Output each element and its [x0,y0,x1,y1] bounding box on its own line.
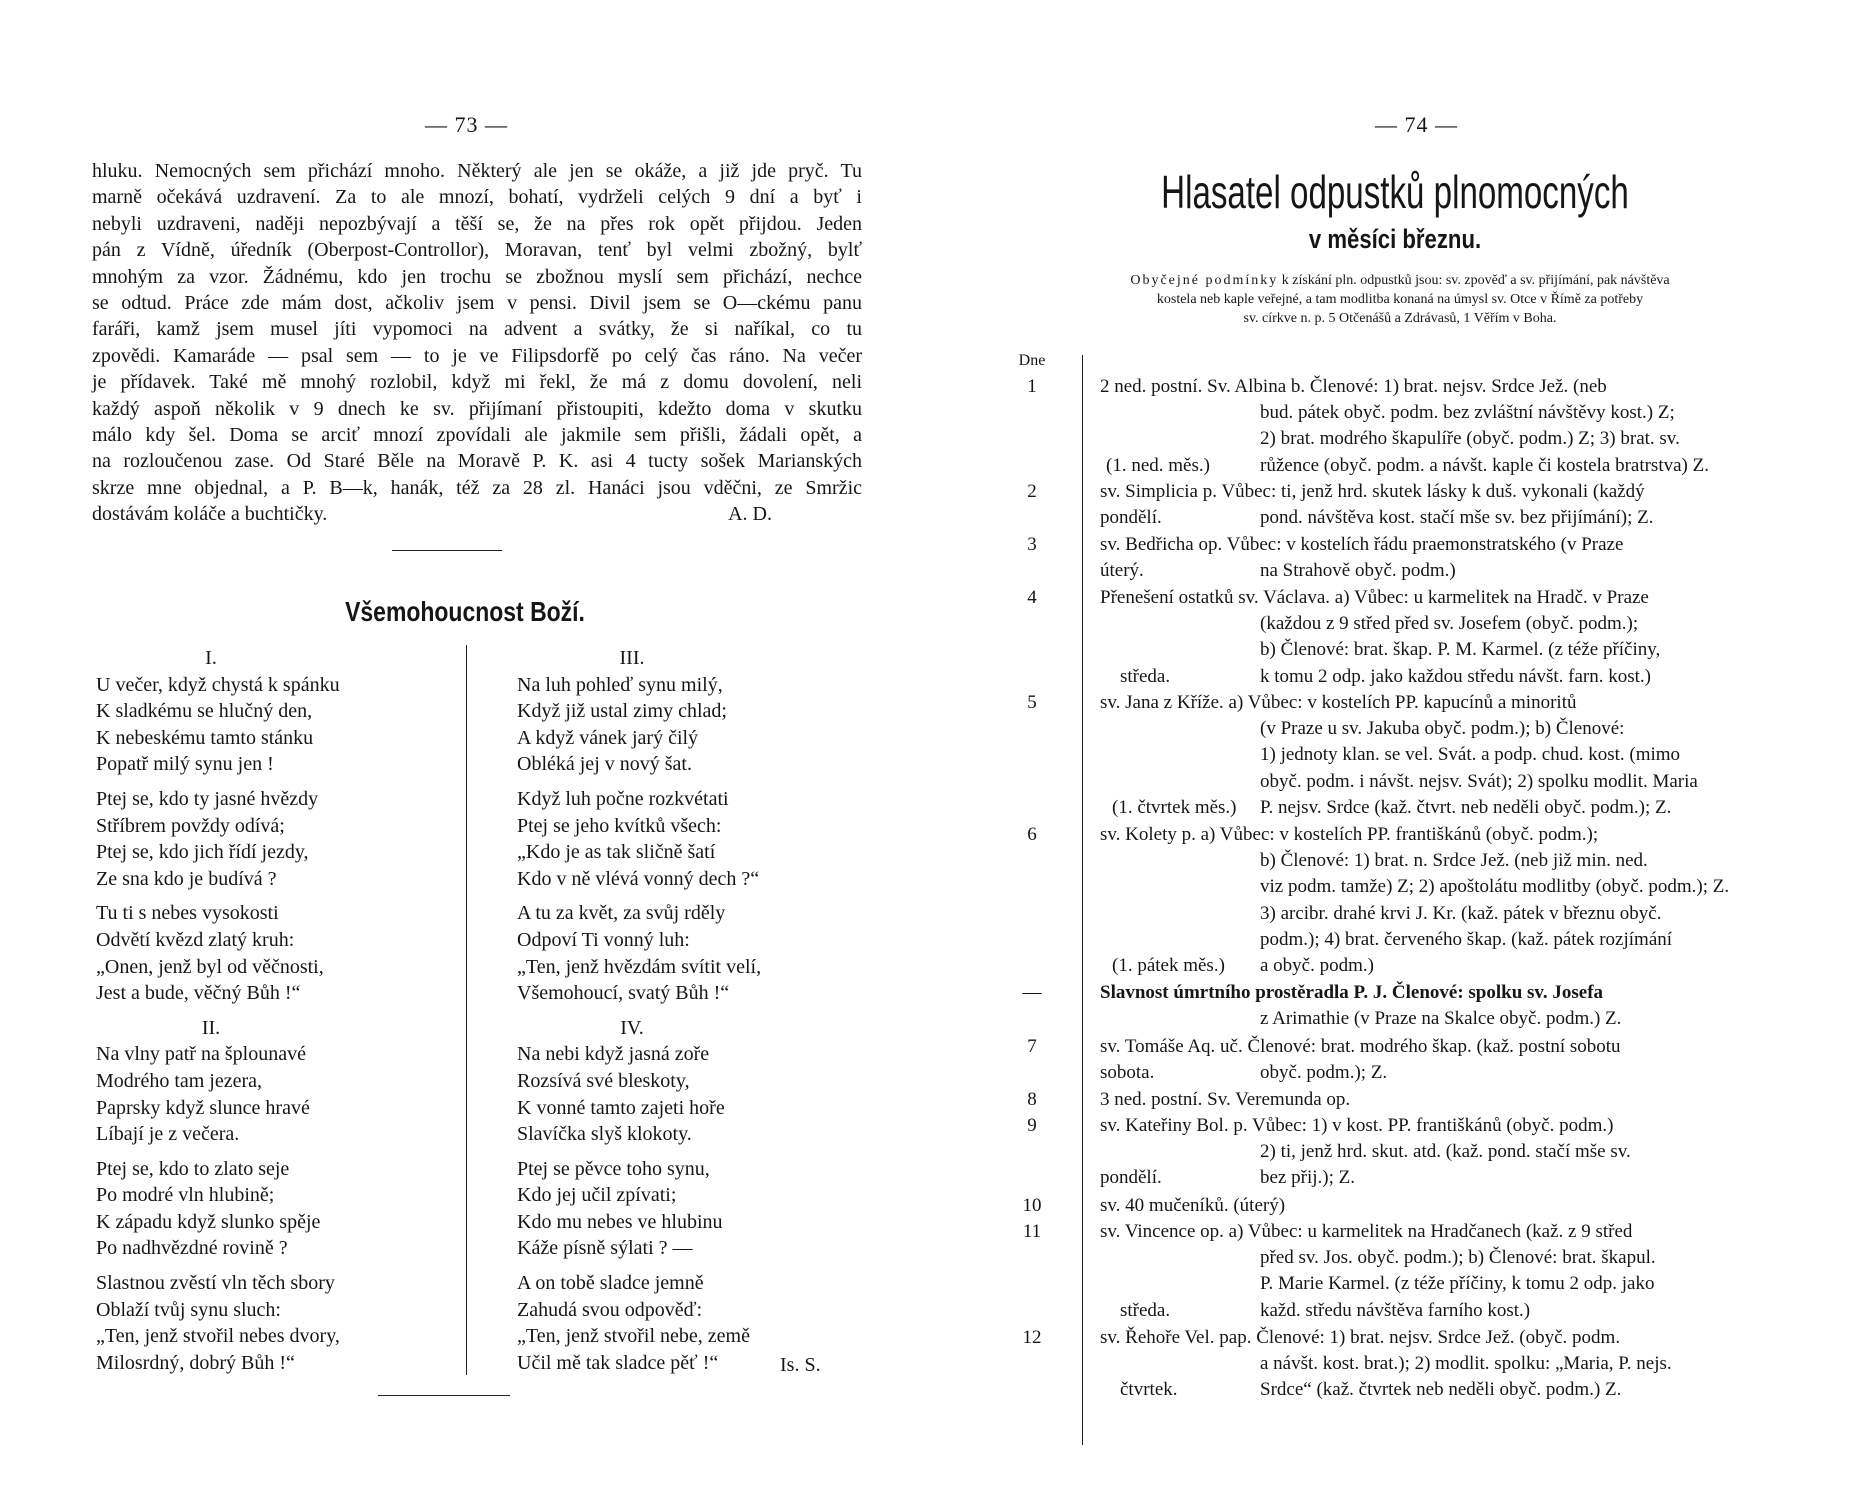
day-label: úterý. [1100,560,1144,582]
verse-line: Kdo v ně vlévá vonný dech ?“ [517,867,760,890]
entry-line: sv. Tomáše Aq. uč. Členové: brat. modrého škap. (kaž. postní sobotu [1100,1036,1621,1057]
prose-line: pán z Vídně, úředník (Oberpost-Controllor), Moravan, tenť byl velmi zbožný, bylť [92,239,862,262]
verse-line: K vonné tamto zajeti hoře [517,1096,725,1119]
entry-text [1100,1113,1815,1192]
verse-line: K nebeskému tamto stánku [96,726,314,749]
verse-line: Zahudá svou odpověď: [517,1298,703,1321]
prose-paragraph [92,158,862,528]
verse-line: K sladkému se hlučný den, [96,700,313,723]
verse-line: Popatř milý synu jen ! [96,753,274,776]
entry-line: sv. Řehoře Vel. pap. Členové: 1) brat. nejsv. Srdce Jež. (obyč. podm. [1100,1327,1621,1348]
verse-line: Oblaží tvůj synu sluch: [96,1298,281,1321]
verse-line: Na vlny patř na šplounavé [96,1043,306,1066]
verse-line: „Ten, jenž hvězdám svítit velí, [517,955,762,978]
part-heading: IV. [620,1016,644,1039]
entry-line: sv. Kateřiny Bol. p. Vůbec: 1) v kost. PP. františkánů (obyč. podm.) [1100,1115,1614,1136]
day-number: 7 [1027,1036,1037,1057]
verse-line: Odpoví Ti vonný luh: [517,928,690,951]
entry-line [1100,664,1815,690]
verse-line: Kdo mu nebes ve hlubinu [517,1210,723,1233]
entry-line: Slavnost úmrtního prostěradla P. J. Členové: spolku sv. Josefa [1100,982,1604,1003]
verse-line: Paprsky když slunce hravé [96,1096,310,1119]
verse-line: Líbají je z večera. [96,1123,240,1146]
day-label: sobota. [1100,1062,1155,1084]
poem-title: Všemohoucnost Boží. [345,596,585,627]
entry-text [1100,1087,1815,1113]
day-label: pondělí. [1100,507,1162,529]
entry-line: sv. Simplicia p. Vůbec: ti, jenž hrd. skutek lásky k duš. vykonali (každý [1100,481,1645,502]
verse-line: A když vánek jarý čilý [517,726,699,749]
section-title: Hlasatel odpustků plnomocných [1161,166,1629,218]
entry-text [1100,822,1815,979]
entry-line-text: každ. středu návštěva farního kost.) [1260,1299,1531,1321]
verse-line: „Kdo je as tak sličně šatí [517,841,716,864]
poem-column-left [96,645,426,1384]
verse-line: Slastnou zvěstí vln těch sbory [96,1272,335,1295]
verse-line: Káže písně sýlati ? — [517,1237,693,1260]
verse-line: Ptej se jeho kvítků všech: [517,814,722,837]
verse-line: Ptej se, kdo to zlato seje [96,1157,290,1180]
verse-line: Slavíčka slyš klokoty. [517,1123,692,1146]
verse-line: Učil mě tak sladce pěť !“ [517,1351,719,1374]
entry-line: (v Praze u sv. Jakuba obyč. podm.); b) Členové: [1260,718,1625,740]
entry-line-text: a obyč. podm.) [1260,955,1374,977]
day-number: 1 [1027,376,1037,397]
entry-text [1100,1325,1815,1404]
entry-line: b) Členové: 1) brat. n. Srdce Jež. (neb již min. ned. [1260,850,1648,872]
day-number: 9 [1027,1115,1037,1136]
entry-line-text: obyč. podm.); Z. [1260,1062,1388,1084]
entry-text [1100,1193,1815,1219]
prose-line: hluku. Nemocných sem přichází mnoho. Některý ale jen se okáže, a již jde pryč. Tu [92,160,862,182]
day-number: 10 [1022,1195,1042,1216]
entry-text [1100,374,1815,479]
entry-line-text: k tomu 2 odp. jako každou středu návšt. farn. kost.) [1260,665,1652,687]
conditions-lead: Obyčejné podmínky [1130,273,1279,288]
stanza [96,900,426,1006]
verse-line: Ze sna kdo je budívá ? [96,867,277,890]
entry-text [1100,1034,1815,1086]
entry-line-text: bez přij.); Z. [1260,1167,1355,1189]
conditions-line [1000,271,1800,290]
day-number: 2 [1027,481,1037,502]
entry-text [1100,479,1815,531]
entry-line: (každou z 9 střed před sv. Josefem (obyč. podm.); [1260,613,1639,635]
section-divider [392,550,502,551]
day-number: 8 [1027,1089,1037,1110]
prose-line: dostávám koláče a buchtičky. [92,503,328,526]
entry-line [1100,795,1815,821]
verse-line: A on tobě sladce jemně [517,1272,704,1295]
verse-line: A tu za květ, za svůj rděly [517,902,726,925]
entry-text [1100,980,1815,1032]
verse-line: Tu ti s nebes vysokosti [96,902,279,925]
entry-line: viz podm. tamže) Z; 2) apoštolátu modlitby (obyč. podm.); Z. [1260,876,1730,898]
prose-line: skrze mne objednal, a P. B—k, hanák, též za 28 zl. Hanáci jsou vděčni, ze Smržic [92,476,862,499]
day-number: 11 [1022,1221,1042,1242]
poem-signature: Is. S. [780,1354,821,1376]
entry-line: Přenešení ostatků sv. Václava. a) Vůbec: u karmelitek na Hradč. v Praze [1100,587,1649,608]
entry-line: 2) brat. modrého škapulíře (obyč. podm.) Z; 3) brat. sv. [1260,428,1680,450]
entry-line-text: pond. návštěva kost. stačí mše sv. bez přijímání); Z. [1260,507,1654,529]
stanza [96,1156,426,1262]
entry-text [1100,1219,1815,1324]
stanza [517,786,847,892]
verse-line: Všemohoucí, svatý Bůh !“ [517,982,730,1005]
stanza [517,672,847,778]
stanza [96,1270,426,1376]
part-heading: II. [201,1016,221,1039]
entry-line [1100,1060,1815,1086]
day-label: středa. [1120,1299,1171,1321]
verse-line: Kdo jej učil zpívati; [517,1184,677,1207]
day-number: — [1022,982,1042,1003]
part-heading: III. [619,647,645,669]
conditions-text: k získání pln. odpustků jsou: sv. zpověď a sv. přijímání, pak návštěva [1278,273,1670,288]
entry-line: 2 ned. postní. Sv. Albina b. Členové: 1) brat. nejsv. Srdce Jež. (neb [1100,376,1607,397]
verse-line: Ptej se, kdo ty jasné hvězdy [96,787,319,810]
entry-line: sv. Bedřicha op. Vůbec: v kostelích řádu praemonstratského (v Praze [1100,534,1624,555]
day-label: (1. čtvrtek měs.) [1112,796,1237,818]
conditions-line: kostela neb kaple veřejné, a tam modlitba konaná na úmysl sv. Otce v Římě za potřeby [1156,292,1644,307]
entry-line [1100,453,1815,479]
verse-line: K západu když slunko spěje [96,1210,321,1233]
day-label: středa. [1120,665,1171,687]
stanza [96,672,426,778]
entry-line: sv. Jana z Kříže. a) Vůbec: v kostelích PP. kapucínů a minoritů [1100,692,1577,713]
day-label: (1. ned. měs.) [1106,454,1210,476]
verse-line: Na luh pohleď synu milý, [517,673,723,696]
verse-line: Po modré vln hlubině; [96,1184,275,1207]
part-heading: I. [205,647,217,669]
section-divider [378,1395,510,1396]
entry-line-text: Srdce“ (kaž. čtvrtek neb neděli obyč. podm.) Z. [1260,1379,1622,1401]
page-number-73: — 73 — [425,112,508,137]
entry-line: sv. Kolety p. a) Vůbec: v kostelích PP. františkánů (obyč. podm.); [1100,824,1599,845]
day-label: čtvrtek. [1120,1379,1178,1401]
day-label: pondělí. [1100,1167,1162,1189]
entry-line [1100,1165,1815,1191]
entry-line: 1) jednoty klan. se vel. Svát. a podp. chud. kost. (mimo [1260,744,1681,766]
entry-line [1100,505,1815,531]
entry-line-text: na Strahově obyč. podm.) [1260,560,1456,582]
stanza [96,1041,426,1147]
verse-line: Jest a bude, věčný Bůh !“ [96,982,301,1005]
entry-line: obyč. podm. i návšt. nejsv. Svát); 2) spolku modlit. Maria [1260,770,1698,792]
entry-line [1100,1298,1815,1324]
day-label: (1. pátek měs.) [1112,955,1225,977]
prose-line: na rozloučenou zase. Od Staré Běle na Moravě P. K. asi 4 tucty sošek Marianských [92,450,862,473]
prose-line: marně očekává uzdravení. Za to ale mnozí, bohatí, vydrželi celých 9 dní a byť i [92,186,862,209]
poem-column-divider [466,645,467,1375]
entry-line: z Arimathie (v Praze na Skalce obyč. podm.) Z. [1260,1008,1622,1030]
section-subtitle: v měsíci březnu. [1308,224,1482,254]
entry-line: b) Členové: brat. škap. P. M. Karmel. (z téže příčiny, [1260,639,1661,661]
entry-line: P. Marie Karmel. (z téže příčiny, k tomu 2 odp. jako [1260,1273,1655,1295]
verse-line: Po nadhvězdné rovině ? [96,1237,288,1260]
stanza [517,1041,847,1147]
day-number: 5 [1027,692,1037,713]
prose-line: málo kdy šel. Doma se arciť mnozí zpovídali ale jakmile sem přišli, žádali opět, a [92,424,862,447]
day-number: 12 [1022,1327,1042,1348]
entry-line [1100,558,1815,584]
prose-line: je přídavek. Také mě mnohý rozlobil, když mi řekl, že má z domu dovolení, neli [92,371,862,394]
entry-line-text: P. nejsv. Srdce (kaž. čtvrt. neb neděli obyč. podm.); Z. [1260,796,1672,818]
conditions-line: sv. církve n. p. 5 Otčenášů a Zdrávasů, 1 Věřím v Boha. [1243,311,1557,326]
entry-text [1100,585,1815,690]
verse-line: „Ten, jenž stvořil nebe, země [517,1325,750,1348]
verse-line: Stříbrem povždy odívá; [96,814,285,837]
prose-line: faráři, kamž jsem musel jíti vypomoci na advent a svátky, že si naříkal, co tu [92,318,862,341]
verse-line: U večer, když chystá k spánku [96,673,340,696]
prose-line: se odtud. Práce zde mám dost, ačkoliv jsem v pensi. Divil jsem se O—ckému panu [92,292,862,315]
calendar-column-divider [1082,355,1083,1445]
entry-line: 3 ned. postní. Sv. Veremunda op. [1100,1089,1351,1110]
entry-line: 2) ti, jenž hrd. skut. atd. (kaž. pond. stačí mše sv. [1260,1141,1631,1163]
entry-line: bud. pátek obyč. podm. bez zvláštní návštěvy kost.) Z; [1260,402,1675,424]
prose-signature: A. D. [728,503,772,526]
entry-line [1100,953,1815,979]
prose-line: zpovědi. Kamaráde — psal sem — to je ve Filipsdorfě po celý čas ráno. Na večer [92,344,862,367]
conditions-paragraph [1000,271,1800,328]
day-header: Dne [1018,352,1046,369]
verse-line: Milosrdný, dobrý Bůh !“ [96,1351,295,1374]
entry-line: sv. Vincence op. a) Vůbec: u karmelitek na Hradčanech (kaž. z 9 střed [1100,1221,1633,1242]
day-number: 6 [1027,824,1037,845]
day-number: 3 [1027,534,1037,555]
verse-line: Když luh počne rozkvétati [517,787,729,810]
verse-line: „Ten, jenž stvořil nebes dvory, [96,1325,340,1348]
verse-line: Odvětí kvězd zlatý kruh: [96,928,295,951]
entry-line: a návšt. kost. brat.); 2) modlit. spolku: „Maria, P. nejs. [1260,1353,1672,1375]
verse-line: Rozsívá své bleskoty, [517,1069,690,1092]
verse-line: Ptej se, kdo jich řídí jezdy, [96,841,309,864]
stanza [517,900,847,1006]
entry-text [1100,690,1815,821]
verse-line: Na nebi když jasná zoře [517,1043,710,1066]
stanza [517,1156,847,1262]
entry-line [1100,1377,1815,1403]
entry-line: sv. 40 mučeníků. (úterý) [1100,1195,1286,1216]
entry-line-text: růžence (obyč. podm. a návšt. kaple či kostela bratrstva) Z. [1260,454,1709,476]
stanza [96,786,426,892]
verse-line: Obléká jej v nový šat. [517,753,692,776]
prose-line: mnohým za vzor. Žádnému, kdo jen trochu se zbožnou myslí sem přichází, nechce [92,265,862,288]
prose-line: každý aspoň několik v 9 dnech ke sv. přijímaní přistoupiti, kdežto doma v skutku [92,397,862,420]
day-number: 4 [1027,587,1037,608]
verse-line: Když již ustal zimy chlad; [517,700,727,723]
page-number-74: — 74 — [1375,112,1458,137]
verse-line: Ptej se pěvce toho synu, [517,1157,710,1180]
poem-column-right [517,645,847,1384]
verse-line: „Onen, jenž byl od věčnosti, [96,955,324,978]
entry-text [1100,532,1815,584]
prose-line: nebyli uzdraveni, naději nepozbývají a těší se, že na přes rok opět přijdou. Jeden [92,212,862,235]
verse-line: Modrého tam jezera, [96,1069,263,1092]
entry-line: před sv. Jos. obyč. podm.); b) Členové: brat. škapul. [1260,1247,1656,1269]
entry-line: 3) arcibr. drahé krvi J. Kr. (kaž. pátek v březnu obyč. [1260,902,1662,924]
entry-line: podm.); 4) brat. červeného škap. (kaž. pátek rozjímání [1260,928,1673,950]
